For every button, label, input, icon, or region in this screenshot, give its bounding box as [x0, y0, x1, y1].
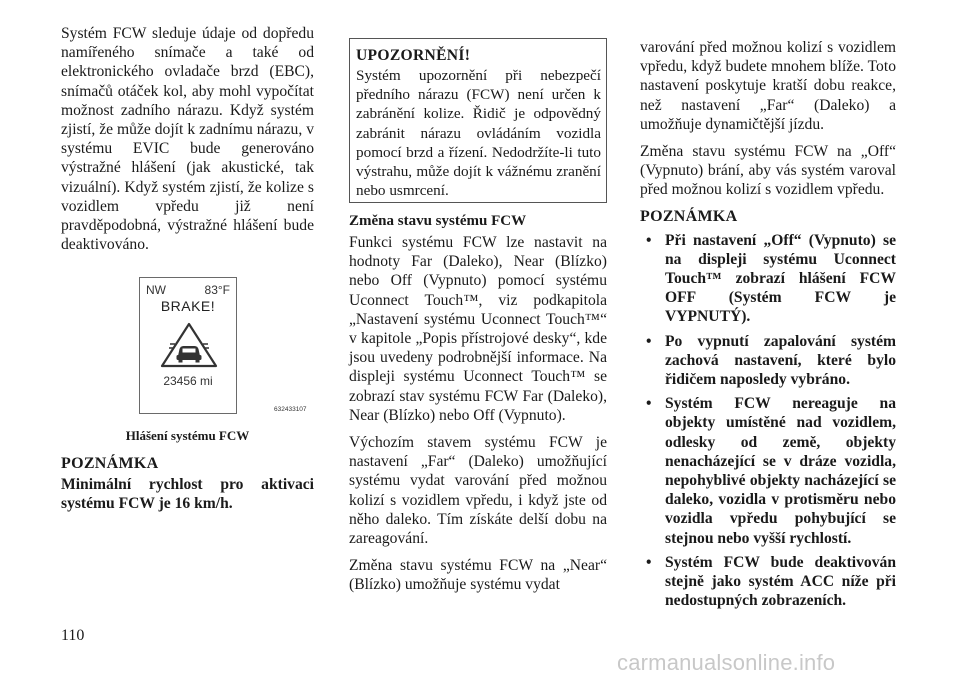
fcw-display-figure: [139, 277, 319, 427]
section-subheading: Změna stavu systému FCW: [349, 213, 527, 229]
list-item: [640, 332, 896, 390]
page-number: 110: [61, 627, 85, 644]
compass-heading: NW: [146, 283, 166, 297]
outside-temperature: 83°F: [204, 283, 230, 297]
note-heading: POZNÁMKA: [640, 207, 738, 225]
figure-caption: Hlášení systému FCW: [125, 428, 250, 443]
odometer-reading: 23456 mi: [163, 374, 213, 388]
intro-paragraph: Systém FCW sleduje údaje od dopředu namířeného snímače a také od elektronického ovladače brzd (EBC), snímačů otáček kol, aby mohl vypočítat možnost zadního nárazu. Když systém zjistí, že může dojít k zadnímu nárazu, v systému EVIC bude generováno výstražné hlášení (jak akustické, tak vizuální). Když systém zjistí, že kolize s vozidlem vpředu již není pravděpodobná, výstražné hlášení bude deaktivováno.: [61, 25, 314, 254]
bullet-icon: •: [646, 395, 652, 413]
right-body: [640, 38, 896, 615]
note-bullet-list: [640, 231, 896, 611]
brake-alert-text: BRAKE!: [160, 298, 216, 314]
default-state-paragraph: Výchozím stavem systému FCW je nastavení „Far“ (Daleko) umožňující systému vydat varování před možnou kolizí s vozidlem vpředu, i když jste od něho daleko. Tím získáte delší dobu na zareagování.: [349, 434, 607, 548]
list-item-text: Po vypnutí zapalování systém zachová nastavení, které bylo řidičem naposledy vybráno.: [665, 332, 896, 389]
note-text: Minimální rychlost pro aktivaci systému FCW je 16 km/h.: [61, 476, 314, 513]
near-state-paragraph: Změna stavu systému FCW na „Near“ (Blízko) umožňuje systému vydat: [349, 557, 607, 594]
note-heading: POZNÁMKA: [61, 455, 159, 472]
list-item: [640, 553, 896, 611]
off-state-paragraph: Změna stavu systému FCW na „Off“ (Vypnuto) brání, aby vás systém varoval před možnou kolizí s vozidlem vpředu.: [640, 143, 896, 199]
collision-warning-icon: [160, 322, 218, 368]
evic-display-screen: [139, 277, 237, 414]
figure-code: 632433107: [274, 406, 307, 413]
list-item: [640, 231, 896, 327]
warning-box: [349, 38, 607, 203]
continuation-paragraph: varování před možnou kolizí s vozidlem vpředu, když budete mnohem blíže. Toto nastavení poskytuje kratší dobu reakce, než nastavení „Far“ (Daleko) a umožňuje dynamičtější jízdu.: [640, 39, 896, 133]
site-watermark: carmanualsonline.info: [617, 650, 836, 675]
list-item-text: Systém FCW nereaguje na objekty umístěné nad vozidlem, odlesky od země, objekty nenacházející se v dráze vozidla, nepohyblivé objekty nacházející se daleko, vozidla v protisměru nebo vozidla vpředu pohybující se stejnou nebo vyšší rychlostí.: [665, 395, 896, 547]
settings-paragraph: Funkci systému FCW lze nastavit na hodnoty Far (Daleko), Near (Blízko) nebo Off (Vypnuto) pomocí systému Uconnect Touch™, viz podkapitola „Nastavení systému Uconnect Touch™“ v kapitole „Popis přístrojové desky“, kde jsou uvedeny podrobnější informace. Na displeji systému Uconnect Touch™ se zobrazí stav systému FCW Far (Daleko), Near (Blízko) nebo Off (Vypnuto).: [349, 234, 607, 424]
warning-text: Systém upozornění při nebezpečí předního nárazu (FCW) není určen k zabránění kolize. Řidič je odpovědný zabránit nárazu ovládáním vozidla pomocí brzd a řízení. Nedodržíte-li tuto výstrahu, může dojít k vážnému zranění nebo usmrcení.: [356, 67, 601, 200]
bullet-icon: •: [646, 231, 652, 249]
list-item-text: Systém FCW bude deaktivován stejně jako systém ACC níže při nedostupných zobrazeních.: [665, 553, 896, 610]
middle-body: [349, 233, 607, 595]
bullet-icon: •: [646, 553, 652, 571]
warning-heading: UPOZORNĚNÍ!: [356, 47, 471, 64]
list-item-text: Při nastavení „Off“ (Vypnuto) se na displeji systému Uconnect Touch™ zobrazí hlášení FCW OFF (Systém FCW je VYPNUTÝ).: [665, 231, 896, 326]
list-item: [640, 394, 896, 548]
bullet-icon: •: [646, 332, 652, 350]
